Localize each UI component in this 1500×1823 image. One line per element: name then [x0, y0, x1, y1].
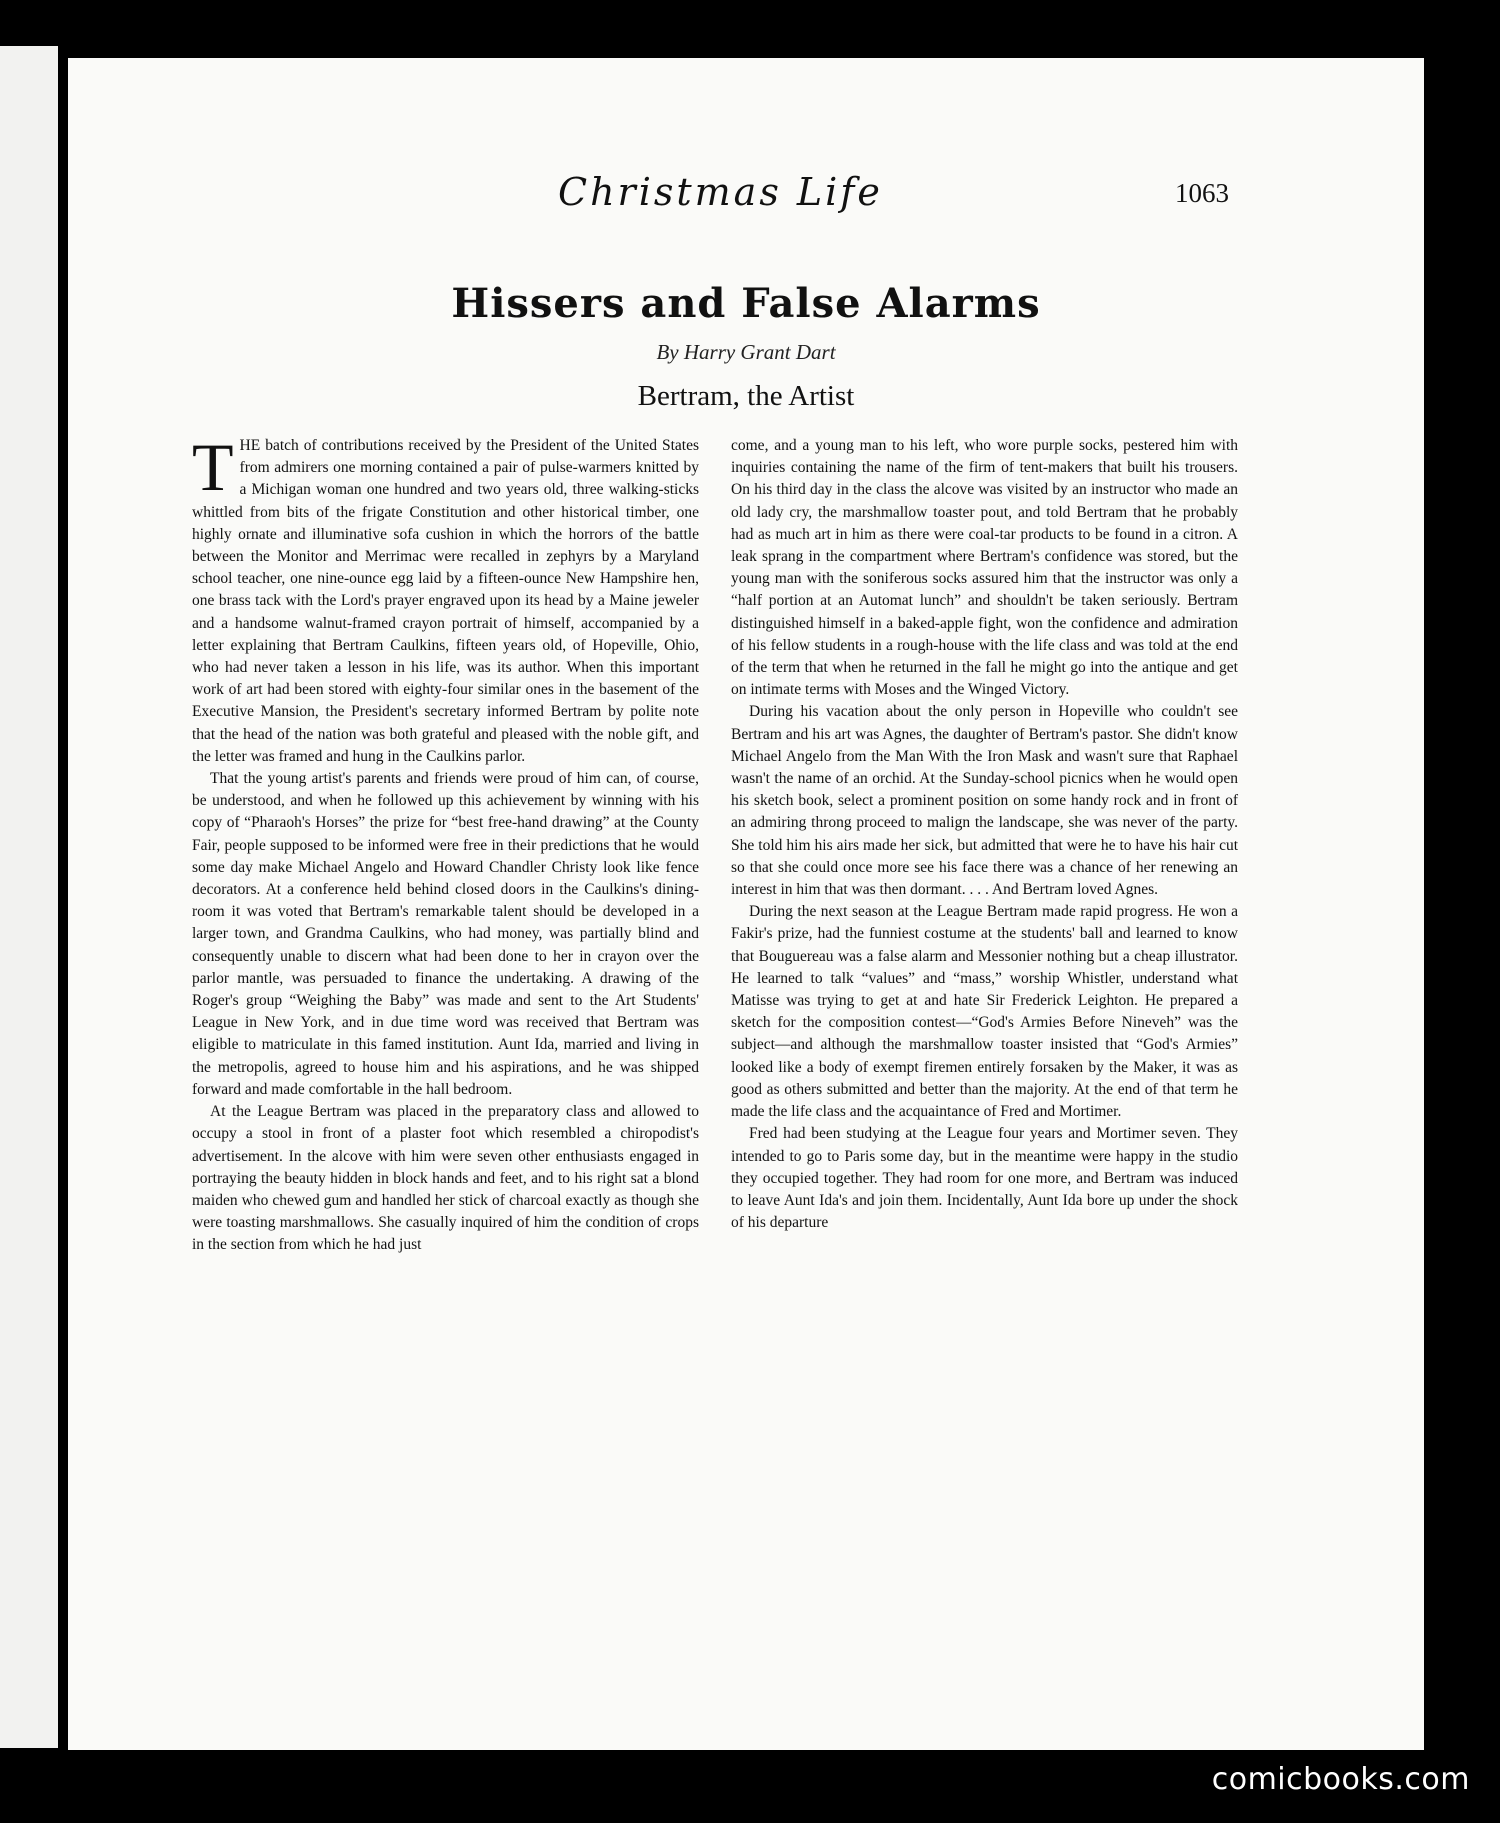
watermark: comicbooks.com — [1211, 1762, 1470, 1797]
paragraph: During the next season at the League Bertram made rapid progress. He won a Fakir's prize, had the funniest costume at the students' ball and learned to know that Bouguereau was a false alarm and Messonier nothing but a cheap illustrator. He learned to talk “values” and “mass,” worship Whistler, understand what Matisse was trying to get at and hate Sir Frederick Leighton. He prepared a sketch for the composition contest—“God's Armies Before Nineveh” was the subject—and although the marshmallow toaster insisted that “God's Armies” looked like a body of exempt firemen entirely forsaken by the Maker, it was as good as others submitted and better than the majority. At the end of that term he made the life class and the acquaintance of Fred and Mortimer. — [731, 903, 1238, 1121]
paragraph: At the League Bertram was placed in the preparatory class and allowed to occupy a stool in front of a plaster foot which resembled a chiropodist's advertisement. In the alcove with him were seven other enthusiasts engaged in portraying the beauty hidden in block hands and feet, and to his right sat a blond maiden who chewed gum and handled her stick of charcoal exactly as though she were toasting marshmallows. She casually inquired of him the condition of crops in the section from which he had just — [192, 1103, 699, 1254]
article-subtitle: Bertram, the Artist — [637, 380, 855, 412]
right-column — [731, 435, 1238, 1234]
paragraph: That the young artist's parents and friends were proud of him can, of course, be understood, and when he followed up this achievement by winning with his copy of “Pharaoh's Horses” the prize for “best free-hand drawing” at the County Fair, people supposed to be informed were free in their predictions that he would some day make Michael Angelo and Howard Chandler Christy look like fence decorators. At a conference held behind closed doors in the Caulkins's dining-room it was voted that Bertram's remarkable talent should be developed in a larger town, and Grandma Caulkins, who had money, was partially blind and consequently unable to discern what had been done to her in crayon over the parlor mantle, was persuaded to finance the undertaking. A drawing of the Roger's group “Weighing the Baby” was made and sent to the Art Students' League in New York, and in due time word was received that Bertram was eligible to matriculate in this famed institution. Aunt Ida, married and living in the metropolis, agreed to house him and his aspirations, and he was shipped forward and made comfortable in the hall bedroom. — [192, 770, 699, 1098]
byline: By Harry Grant Dart — [656, 340, 836, 364]
paragraph — [192, 429, 699, 768]
paragraph-text: HE batch of contributions received by the President of the United States from admirers one morning contained a pair of pulse-warmers knitted by a Michigan woman one hundred and two years old, three walking-sticks whittled from bits of the frigate Constitution and other historical timber, one highly ornate and illuminative sofa cushion in which the horrors of the battle between the Monitor and Merrimac were recalled in zephyrs by a Maryland school teacher, one nine-ounce egg laid by a fifteen-ounce New Hampshire hen, one brass tack with the Lord's prayer engraved upon its head by a Maine jeweler and a handsome walnut-framed crayon portrait of himself, accompanied by a letter explaining that Bertram Caulkins, fifteen years old, of Hopeville, Ohio, who had never taken a lesson in his life, was its author. When this important work of art had been stored with eighty-four similar ones in the basement of the Executive Mansion, the President's secretary informed Bertram by polite note that the head of the nation was both grateful and pleased with the noble gift, and the letter was framed and hung in the Caulkins parlor. — [192, 437, 699, 765]
magazine-page — [68, 58, 1424, 1750]
page-number: 1063 — [1175, 178, 1229, 208]
drop-cap: T — [192, 429, 234, 505]
running-head — [68, 170, 1424, 230]
previous-page-edge — [0, 46, 61, 1748]
magazine-title: Christmas Life — [558, 170, 883, 214]
left-column — [192, 429, 699, 1257]
article-title: Hissers and False Alarms — [451, 280, 1041, 327]
paragraph: come, and a young man to his left, who wore purple socks, pestered him with inquiries containing the name of the firm of tent-makers that built his trousers. On his third day in the class the alcove was visited by an instructor who made an old lady cry, the marshmallow toaster pout, and told Bertram that he probably had as much art in him as there were coal-tar products to be found in a citron. A leak sprang in the compartment where Bertram's confidence was stored, but the young man with the soniferous socks assured him that the instructor was only a “half portion at an Automat lunch” and shouldn't be taken seriously. Bertram distinguished himself in a baked-apple fight, won the confidence and admiration of his fellow students in a rough-house with the life class and was told at the end of the term that when he returned in the fall he might go into the antique and get on intimate terms with Moses and the Winged Victory. — [731, 437, 1238, 699]
paragraph: During his vacation about the only person in Hopeville who couldn't see Bertram and his art was Agnes, the daughter of Bertram's pastor. She didn't know Michael Angelo from the Man With the Iron Mask and wasn't sure that Raphael wasn't the name of an orchid. At the Sunday-school picnics when he would open his sketch book, select a prominent position on some handy rock and in front of an admiring throng proceed to malign the landscape, she was never of the party. She told him his airs made her sick, but admitted that were he to have his hair cut so that she could once more see his face there was a chance of her renewing an interest in him that was then dormant. . . . And Bertram loved Agnes. — [731, 703, 1238, 899]
paragraph: Fred had been studying at the League four years and Mortimer seven. They intended to go to Paris some day, but in the meantime were happy in the studio they occupied together. They had room for one more, and Bertram was induced to leave Aunt Ida's and join them. Incidentally, Aunt Ida bore up under the shock of his departure — [731, 1125, 1238, 1232]
